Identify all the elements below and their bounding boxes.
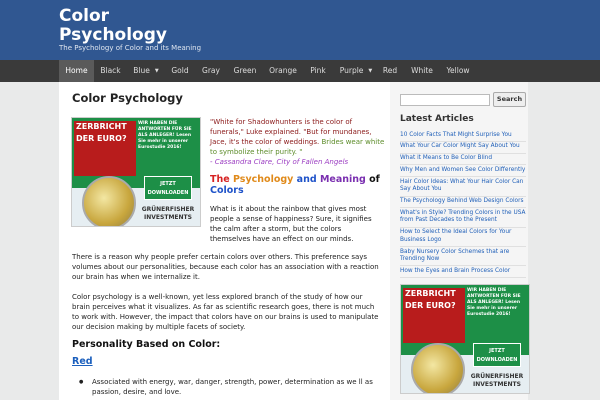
nav-label: Orange (269, 66, 297, 75)
dropdown-caret-icon: ▼ (368, 68, 373, 74)
nav-item-yellow[interactable] (442, 60, 474, 82)
nav-item-gold[interactable] (165, 60, 195, 82)
red-heading-link[interactable]: Red (72, 356, 93, 367)
search-button[interactable]: Search (493, 92, 526, 107)
nav-label: Black (100, 66, 121, 75)
paragraph: Color psychology is a well-known, yet less explored branch of the study of how our brain perceives what it visualizes. As far as scientific research goes, there is not much to work with. However, the impact that colors have on our brains is used to manipulate our decision making by multiple facets of society. (72, 293, 379, 331)
article-link[interactable]: What Your Car Color Might Say About You (400, 142, 526, 154)
nav-item-home[interactable] (59, 60, 94, 82)
site-tagline: The Psychology of Color and its Meaning (59, 44, 202, 52)
nav-label: Pink (310, 66, 326, 75)
nav-item-blue[interactable] (127, 60, 165, 82)
main-nav (0, 60, 600, 82)
ad-brand-logo: GRÜNERFISHER INVESTMENTS (141, 206, 195, 221)
nav-item-gray[interactable] (195, 60, 227, 82)
intro-text: What is it about the rainbow that gives most people a sense of happiness? Sure, it signifies the calm after a storm, but the colors themselves have an effect on our minds. (210, 205, 372, 243)
ad-download-button[interactable]: JETZT DOWNLOADEN (473, 343, 521, 367)
nav-item-orange[interactable] (263, 60, 303, 82)
nav-item-black[interactable] (94, 60, 127, 82)
nav-item-green[interactable] (227, 60, 263, 82)
nav-label: Gray (202, 66, 220, 75)
nav-label: Blue (133, 66, 150, 75)
list-item: ● Associated with energy, war, danger, strength, power, determination as we ll as passion, desire, and love. (92, 377, 382, 397)
nav-label: Gold (171, 66, 189, 75)
quote-text: "White for Shadowhunters is the color of funerals," Luke explained. "But for mundanes, Jace, it's the color of weddings. (210, 118, 372, 146)
nav-label: Green (233, 66, 257, 75)
quote-block (210, 117, 385, 167)
subhead-word: Meaning (319, 174, 366, 185)
site-title[interactable]: Color Psychology (59, 6, 167, 45)
nav-label: Red (382, 66, 398, 75)
ad-banner[interactable] (400, 284, 530, 394)
article-link[interactable]: What it Means to Be Color Blind (400, 154, 526, 166)
ad-brand-logo: GRÜNERFISHER INVESTMENTS (470, 373, 524, 388)
latest-articles-heading: Latest Articles (400, 114, 474, 124)
nav-item-pink[interactable] (303, 60, 333, 82)
subhead-word: and (296, 174, 317, 185)
sidebar (390, 82, 528, 400)
nav-label: Purple (339, 66, 364, 75)
article-link[interactable]: Baby Nursery Color Schemes that are Trending Now (400, 247, 526, 266)
ad-download-button[interactable]: JETZT DOWNLOADEN (144, 176, 192, 200)
ad-subtext: WIR HABEN DIE ANTWORTEN FÜR SIE ALS ANLEGER! Lesen Sie mehr in unserer Eurostudie 2016! (467, 288, 521, 317)
article-link[interactable]: How the Eyes and Brain Process Color (400, 266, 526, 278)
intro-paragraph (210, 204, 380, 244)
article-link[interactable]: What's in Style? Trending Colors in the USA from Past Decades to the Present (400, 208, 526, 227)
article-link[interactable]: 10 Color Facts That Might Surprise You (400, 130, 526, 142)
main-content (59, 82, 390, 400)
euro-coin-image (411, 343, 465, 394)
subhead-word: The (210, 174, 230, 185)
ad-subtext: WIR HABEN DIE ANTWORTEN FÜR SIE ALS ANLEGER! Lesen Sie mehr in unserer Eurostudie 2016! (138, 121, 192, 150)
subhead-word: of (369, 174, 380, 185)
latest-articles-list (400, 130, 526, 278)
article-link[interactable]: How to Select the Ideal Colors for Your Business Logo (400, 228, 526, 247)
colorful-subheading (210, 174, 380, 196)
ad-banner[interactable] (71, 117, 201, 227)
nav-label: Home (65, 66, 88, 75)
ad-headline: ZERBRICHT DER EURO? (74, 121, 136, 176)
nav-item-red[interactable] (379, 60, 401, 82)
article-link[interactable]: Hair Color Ideas: What Your Hair Color Can Say About You (400, 177, 526, 196)
nav-label: Yellow (446, 66, 470, 75)
subhead-word: Colors (210, 185, 244, 196)
subhead-word: Psychology (233, 174, 294, 185)
euro-coin-image (82, 176, 136, 227)
paragraph: There is a reason why people prefer certain colors over others. This preference says volumes about our personalities, because each color has an association with a reaction our brain has when we internalize it. (72, 253, 379, 281)
nav-label: White (411, 66, 433, 75)
article-link[interactable]: The Psychology Behind Web Design Colors (400, 197, 526, 209)
site-header (0, 0, 600, 60)
ad-headline: ZERBRICHT DER EURO? (403, 288, 465, 343)
page-title: Color Psychology (72, 91, 183, 105)
quote-highlight: Brides wear white to symbolize their purity. " (210, 138, 385, 156)
quote-citation: - Cassandra Clare, City of Fallen Angels (210, 158, 349, 166)
section-heading: Personality Based on Color: (72, 339, 221, 350)
nav-item-purple[interactable] (333, 60, 379, 82)
search-input[interactable] (400, 94, 490, 106)
dropdown-caret-icon: ▼ (154, 68, 159, 74)
article-link[interactable]: Why Men and Women See Color Differently (400, 165, 526, 177)
nav-item-white[interactable] (404, 60, 440, 82)
